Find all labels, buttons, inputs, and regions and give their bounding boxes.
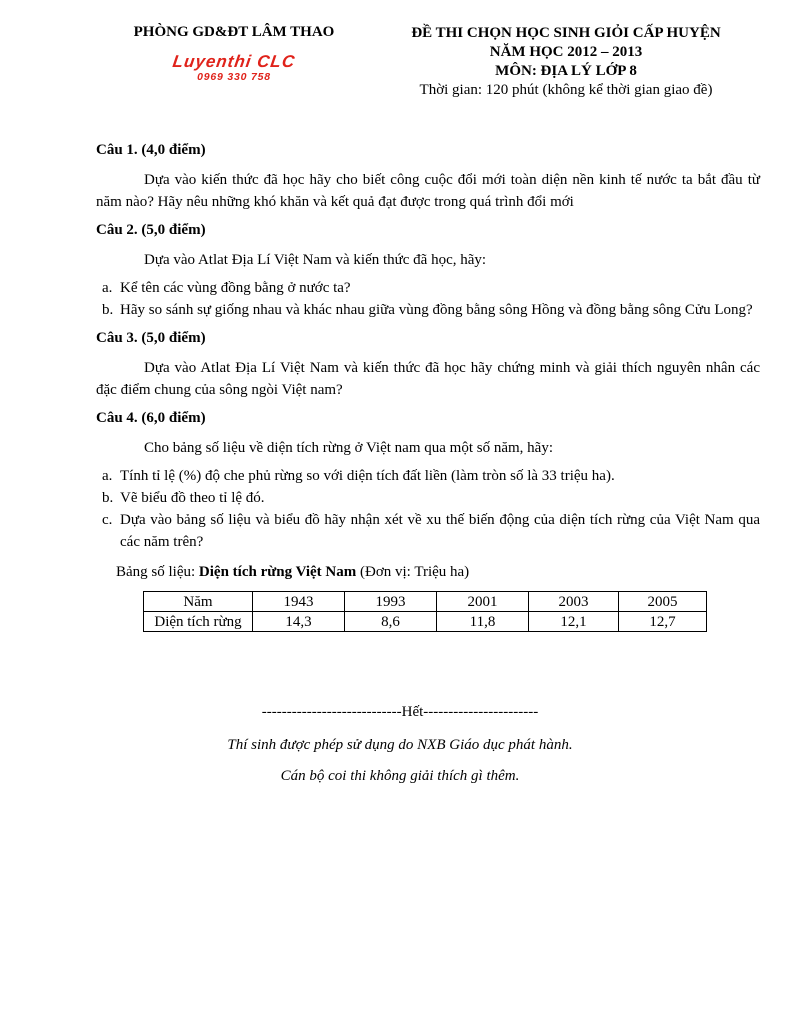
table-cell: 1943: [253, 592, 345, 612]
item-text: Hãy so sánh sự giống nhau và khác nhau giữa vùng đồng bằng sông Hồng và đồng bằng sông Cửu Long?: [120, 302, 753, 318]
question-2: [96, 219, 760, 321]
table-caption-prefix: Bảng số liệu:: [116, 564, 199, 580]
item-text: Tính tỉ lệ (%) độ che phủ rừng so với diện tích đất liền (làm tròn số là 33 triệu ha).: [120, 468, 615, 484]
luyenthi-logo: [108, 53, 360, 83]
footer-note-1: Thí sinh được phép sử dụng do NXB Giáo dục phát hành.: [227, 737, 573, 753]
exam-content: [96, 139, 760, 632]
department-name: PHÒNG GD&ĐT LÂM THAO: [133, 24, 335, 40]
footer-note-2: Cán bộ coi thi không giải thích gì thêm.: [280, 768, 520, 784]
item-marker: c.: [102, 512, 113, 528]
list-item: [96, 277, 760, 299]
exam-title: ĐỀ THI CHỌN HỌC SINH GIỎI CẤP HUYỆN: [411, 25, 721, 41]
item-text: Kể tên các vùng đồng bằng ở nước ta?: [120, 280, 351, 296]
item-text: Vẽ biểu đồ theo tỉ lệ đó.: [120, 490, 265, 506]
item-marker: b.: [102, 490, 114, 506]
question-intro: Dựa vào Atlat Địa Lí Việt Nam và kiến thức đã học, hãy:: [144, 252, 487, 268]
question-intro: Cho bảng số liệu về diện tích rừng ở Việt nam qua một số năm, hãy:: [144, 440, 553, 456]
question-title: Câu 4. (6,0 điểm): [96, 410, 206, 426]
item-marker: b.: [102, 302, 114, 318]
item-marker: a.: [102, 468, 113, 484]
item-marker: a.: [102, 280, 113, 296]
question-items: [96, 465, 760, 553]
table-caption-unit: (Đơn vị: Triệu ha): [356, 564, 470, 580]
table-caption: [116, 561, 760, 583]
subject: MÔN: ĐỊA LÝ LỚP 8: [495, 63, 637, 79]
table-cell: 12,7: [619, 612, 707, 632]
table-cell: 2005: [619, 592, 707, 612]
header-right: [380, 24, 752, 100]
table-cell: Diện tích rừng: [144, 612, 253, 632]
table-cell: 8,6: [345, 612, 437, 632]
table-cell: 2001: [437, 592, 529, 612]
table-row: [144, 612, 707, 632]
question-3: [96, 327, 760, 401]
table-cell: 1993: [345, 592, 437, 612]
logo-phone: 0969 330 758: [197, 71, 271, 83]
table-caption-title: Diện tích rừng Việt Nam: [198, 564, 357, 580]
forest-area-table: [143, 591, 707, 632]
list-item: [96, 465, 760, 487]
table-cell: Năm: [144, 592, 253, 612]
list-item: [96, 487, 760, 509]
table-cell: 14,3: [253, 612, 345, 632]
question-intro: Dựa vào Atlat Địa Lí Việt Nam và kiến thức đã học hãy chứng minh và giải thích nguyên nhân các đặc điểm chung của sông ngòi Việt nam?: [96, 360, 760, 398]
list-item: [96, 299, 760, 321]
question-title: Câu 3. (5,0 điểm): [96, 330, 206, 346]
list-item: [96, 509, 760, 553]
end-marker: ----------------------------Hết-----------------------: [261, 704, 539, 720]
table-row: [144, 592, 707, 612]
question-items: [96, 277, 760, 321]
table-cell: 11,8: [437, 612, 529, 632]
school-year: NĂM HỌC 2012 – 2013: [489, 44, 643, 60]
header-left: [108, 24, 360, 83]
table-cell: 12,1: [529, 612, 619, 632]
logo-title: Luyenthi CLC: [171, 52, 297, 71]
question-intro: Dựa vào kiến thức đã học hãy cho biết công cuộc đổi mới toàn diện nền kinh tế nước ta bắt đầu từ năm nào? Hãy nêu những khó khăn và kết quả đạt được trong quá trình đổi mới: [96, 172, 760, 210]
question-4: [96, 407, 760, 632]
question-1: [96, 139, 760, 213]
question-title: Câu 2. (5,0 điểm): [96, 222, 206, 238]
exam-time: Thời gian: 120 phút (không kể thời gian giao đề): [419, 82, 713, 98]
item-text: Dựa vào bảng số liệu và biểu đồ hãy nhận xét về xu thế biến động của diện tích rừng của Việt Nam qua các năm trên?: [120, 512, 760, 550]
question-title: Câu 1. (4,0 điểm): [96, 142, 206, 158]
table-cell: 2003: [529, 592, 619, 612]
